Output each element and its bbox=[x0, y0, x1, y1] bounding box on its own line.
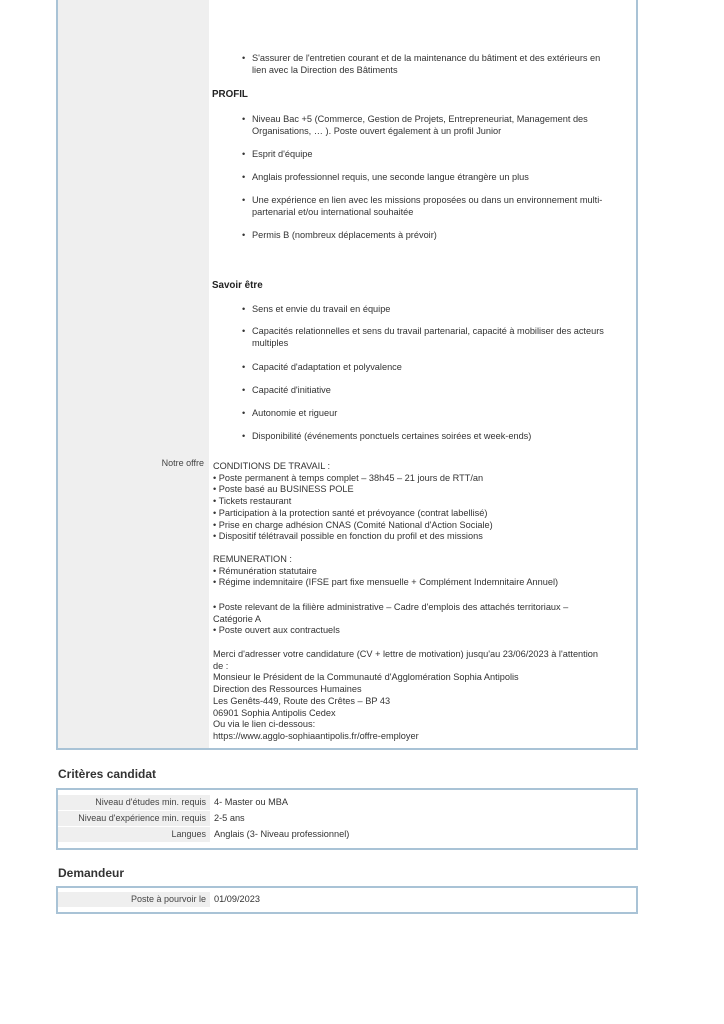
list-item: • Permis B (nombreux déplacements à prévoir) bbox=[242, 230, 718, 242]
row-label: Poste à pourvoir le bbox=[58, 892, 210, 907]
list-item: • Disponibilité (événements ponctuels certaines soirées et week-ends) bbox=[242, 431, 718, 443]
demandeur-title: Demandeur bbox=[58, 866, 125, 880]
row-label: Langues bbox=[58, 827, 210, 842]
label-column bbox=[58, 0, 209, 748]
row-value: 2-5 ans bbox=[214, 813, 245, 823]
criteres-title: Critères candidat bbox=[58, 767, 157, 781]
savoir-etre-heading: Savoir être bbox=[212, 280, 263, 291]
profil-heading: PROFIL bbox=[212, 89, 248, 100]
conditions-block: CONDITIONS DE TRAVAIL : • Poste permanent à temps complet – 38h45 – 21 jours de RTT/an • Poste basé au BUSINESS POLE • Tickets restaurant • Participation à la protection santé et prévoyance (contrat labellisé) • Prise en charge adhésion CNAS (Comité National d'Action Sociale) • Dispositif télétravail possible en fonction du profil et des missions bbox=[213, 461, 493, 542]
list-item: • Capacités relationnelles et sens du travail partenarial, capacité à mobiliser des acteurs multiples bbox=[242, 326, 718, 349]
list-item: • Sens et envie du travail en équipe bbox=[242, 304, 718, 316]
table-row bbox=[58, 827, 636, 842]
table-row bbox=[58, 795, 636, 810]
offer-link[interactable]: https://www.agglo-sophiaantipolis.fr/offre-employer bbox=[213, 730, 419, 741]
row-label: Niveau d'études min. requis bbox=[58, 795, 210, 810]
demandeur-box bbox=[56, 886, 638, 914]
list-item: • Une expérience en lien avec les missions proposées ou dans un environnement multi- partenarial et/ou international souhaitée bbox=[242, 195, 718, 218]
contact-block: Merci d'adresser votre candidature (CV + lettre de motivation) jusqu'au 23/06/2023 à l'attention de : Monsieur le Président de la Communauté d'Agglomération Sophia Antipolis Direction des Ressources Humaines Les Genêts-449, Route des Crêtes – BP 43 06901 Sophia Antipolis Cedex Ou via le lien ci-dessous: https://www.agglo-sophiaantipolis.fr/offre-employer bbox=[213, 649, 638, 743]
row-value: Anglais (3- Niveau professionnel) bbox=[214, 829, 350, 839]
list-item: • Capacité d'initiative bbox=[242, 385, 718, 397]
list-item: • Autonomie et rigueur bbox=[242, 408, 718, 420]
list-item: • Esprit d'équipe bbox=[242, 149, 718, 161]
list-item: • Anglais professionnel requis, une seconde langue étrangère un plus bbox=[242, 172, 718, 184]
list-item: • Capacité d'adaptation et polyvalence bbox=[242, 362, 718, 374]
row-value: 01/09/2023 bbox=[214, 894, 260, 904]
table-row bbox=[58, 811, 636, 826]
filiere-block: • Poste relevant de la filière administrative – Cadre d'emplois des attachés territoriaux – Catégorie A • Poste ouvert aux contractuels bbox=[213, 602, 569, 636]
list-item: • Niveau Bac +5 (Commerce, Gestion de Projets, Entrepreneuriat, Management des Organisations, … ). Poste ouvert également à un profil Junior bbox=[242, 114, 718, 137]
table-row bbox=[58, 892, 636, 907]
job-details-box bbox=[56, 0, 638, 750]
row-value: 4- Master ou MBA bbox=[214, 797, 289, 807]
list-item: • S'assurer de l'entretien courant et de la maintenance du bâtiment et des extérieurs en lien avec la Direction des Bâtiments bbox=[242, 53, 636, 76]
remuneration-block: REMUNERATION : • Rémunération statutaire • Régime indemnitaire (IFSE part fixe mensuelle + Complément Indemnitaire Annuel) bbox=[213, 554, 559, 588]
criteres-box bbox=[56, 788, 638, 850]
row-label: Niveau d'expérience min. requis bbox=[58, 811, 210, 826]
notre-offre-label: Notre offre bbox=[161, 458, 204, 468]
